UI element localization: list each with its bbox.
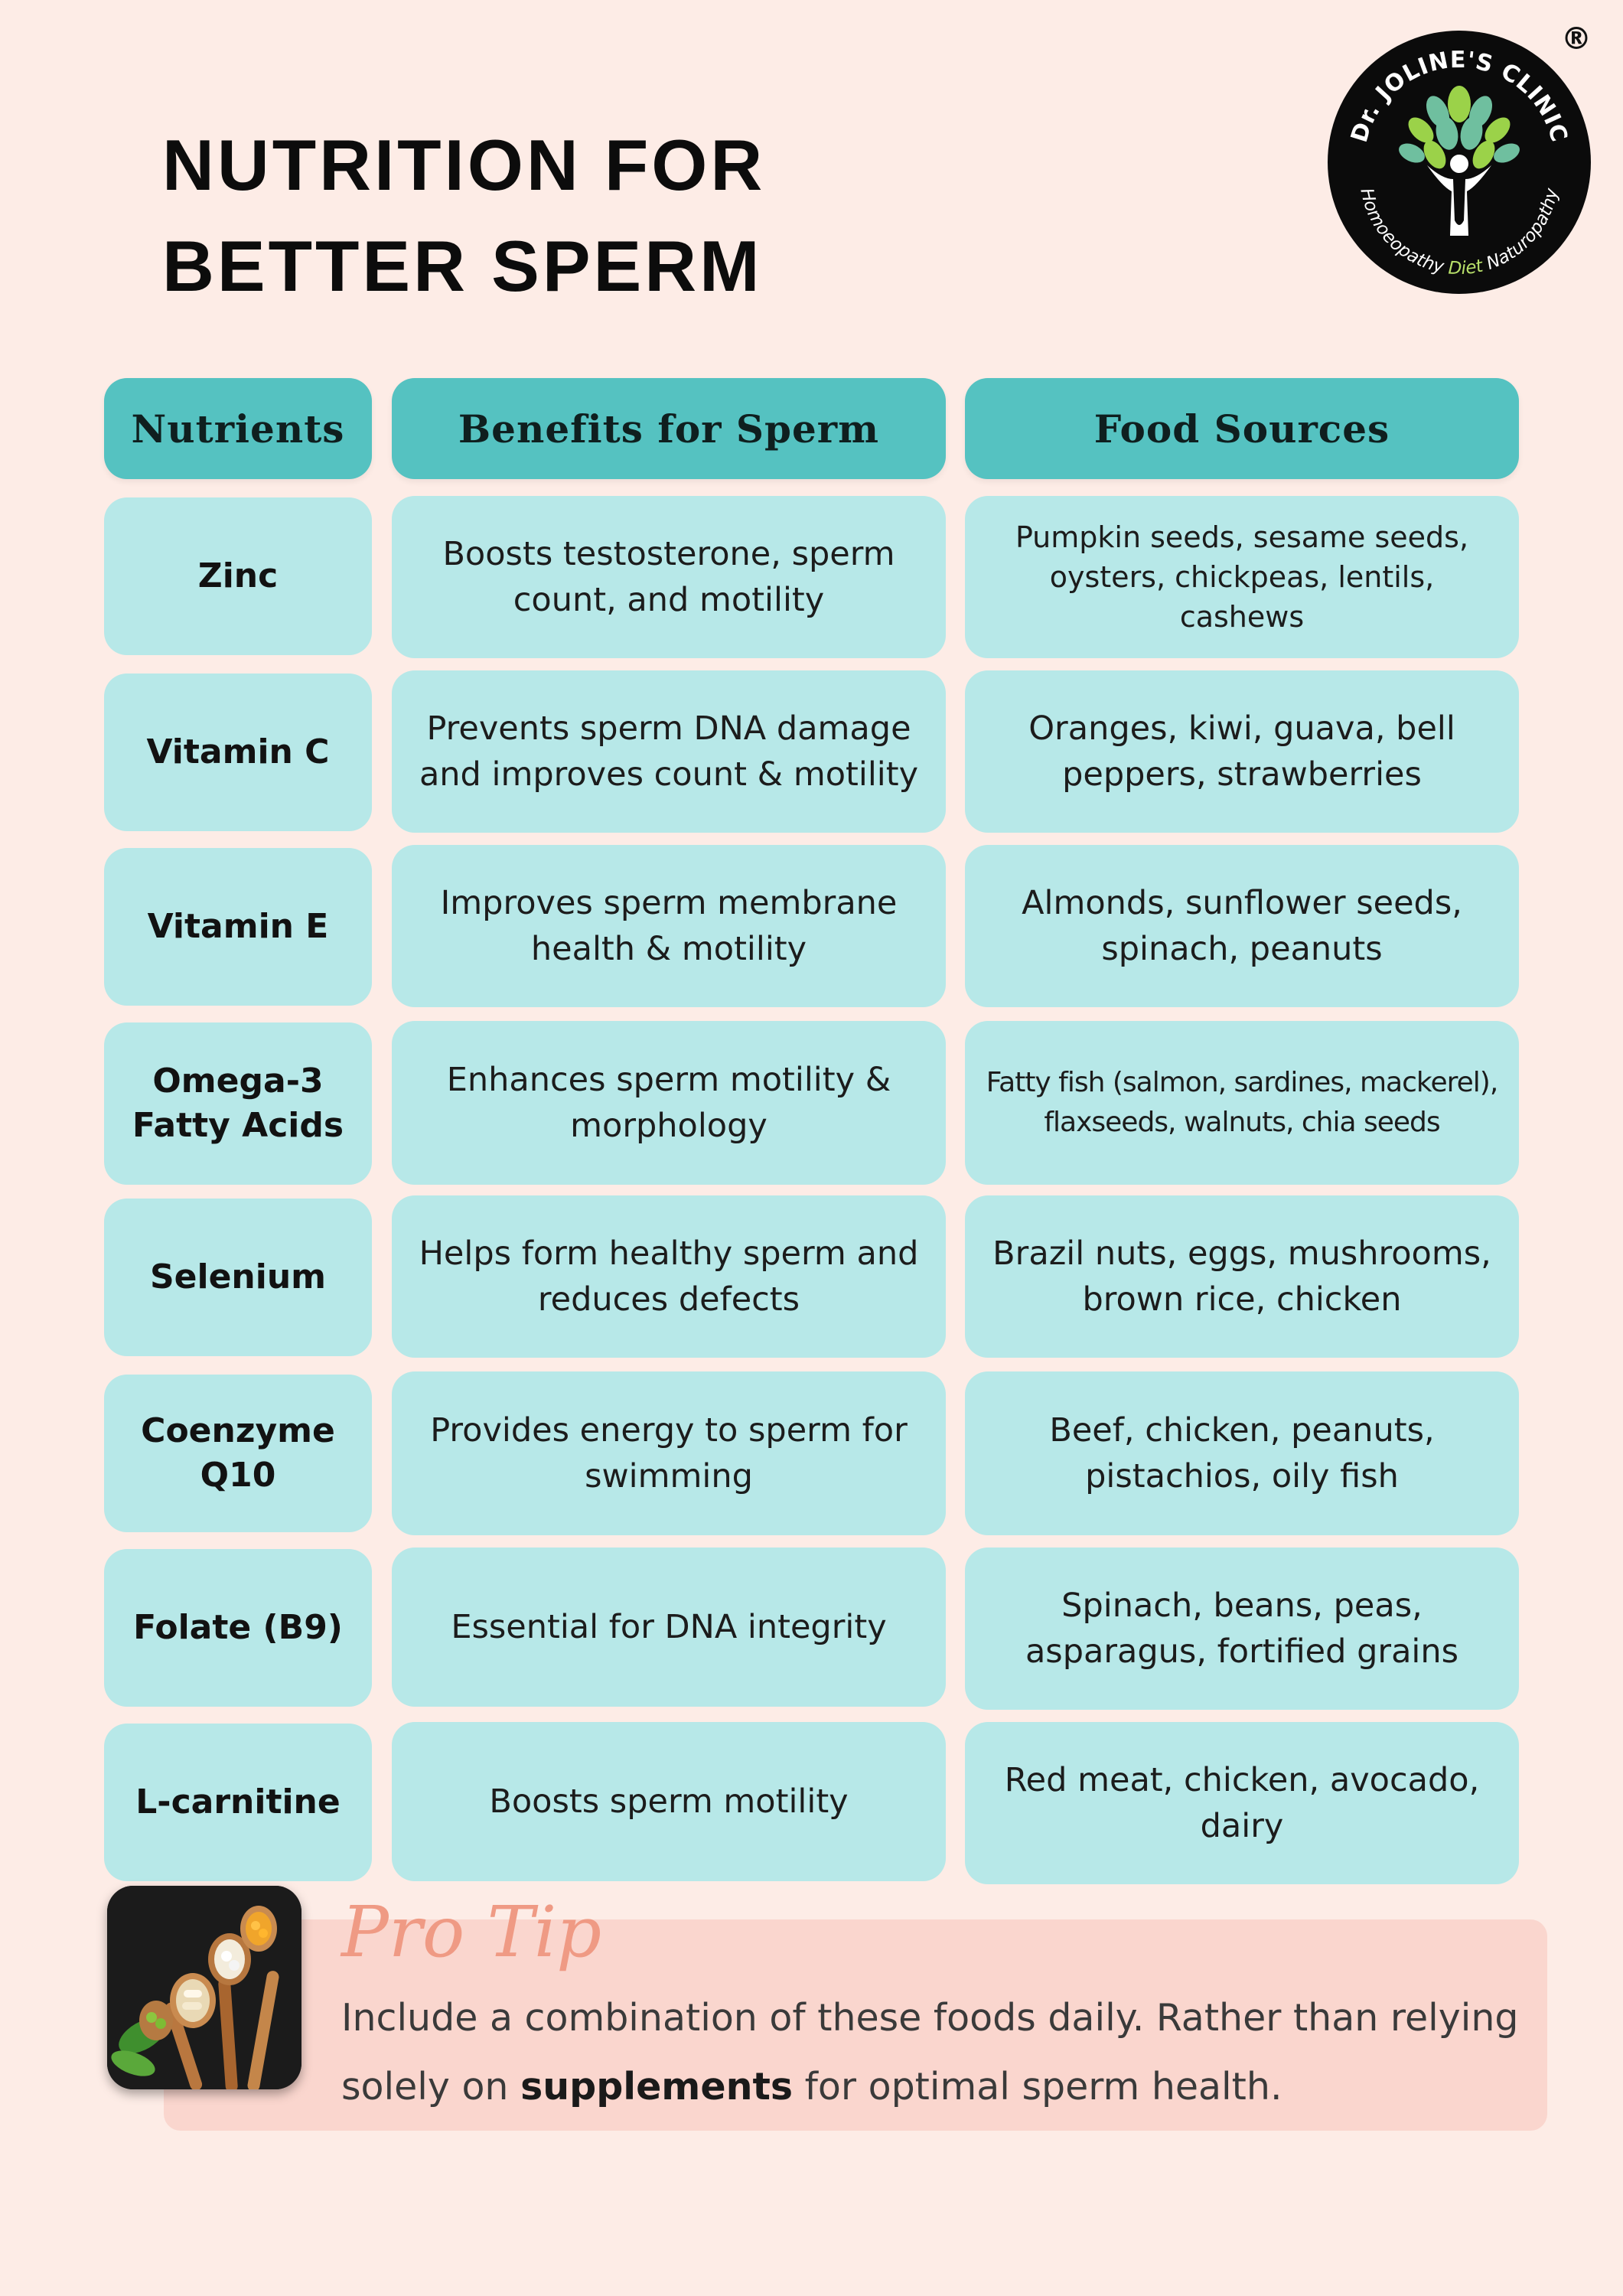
pro-tip-text-bold: supplements xyxy=(520,2065,794,2108)
header-benefits: Benefits for Sperm xyxy=(392,378,946,479)
header-nutrients: Nutrients xyxy=(104,378,372,479)
sources-cell-folate: Spinach, beans, peas, asparagus, fortified grains xyxy=(965,1548,1519,1710)
sources-cell-coenzyme-q10: Beef, chicken, peanuts, pistachios, oily fish xyxy=(965,1371,1519,1535)
benefit-cell-coenzyme-q10: Provides energy to sperm for swimming xyxy=(392,1371,946,1535)
sources-cell-vitamin-c: Oranges, kiwi, guava, bell peppers, strawberries xyxy=(965,670,1519,833)
benefit-cell-l-carnitine: Boosts sperm motility xyxy=(392,1722,946,1881)
header-food-sources: Food Sources xyxy=(965,378,1519,479)
logo-name-text: Dr. JOLINE'S CLINIC xyxy=(1345,46,1573,146)
page-title xyxy=(162,115,765,317)
clinic-logo xyxy=(1326,29,1592,295)
nutrient-cell-folate: Folate (B9) xyxy=(104,1549,372,1707)
sources-cell-vitamin-e: Almonds, sunflower seeds, spinach, peanuts xyxy=(965,845,1519,1007)
nutrient-cell-vitamin-e: Vitamin E xyxy=(104,848,372,1006)
nutrient-cell-omega-3: Omega-3 Fatty Acids xyxy=(104,1022,372,1185)
sources-cell-omega-3: Fatty fish (salmon, sardines, mackerel), flaxseeds, walnuts, chia seeds xyxy=(965,1021,1519,1185)
registered-mark: ® xyxy=(1561,21,1592,57)
logo-tagline-left: Homoeopathy xyxy=(1356,186,1446,278)
benefit-cell-selenium: Helps form healthy sperm and reduces defects xyxy=(392,1195,946,1358)
benefit-cell-omega-3: Enhances sperm motility & morphology xyxy=(392,1021,946,1185)
benefit-cell-vitamin-c: Prevents sperm DNA damage and improves count & motility xyxy=(392,670,946,833)
sources-cell-l-carnitine: Red meat, chicken, avocado, dairy xyxy=(965,1722,1519,1884)
logo-tagline-right: Naturopathy xyxy=(1483,186,1563,274)
nutrient-cell-l-carnitine: L-carnitine xyxy=(104,1724,372,1881)
nutrient-cell-zinc: Zinc xyxy=(104,497,372,655)
pro-tip-text-end: for optimal sperm health. xyxy=(793,2065,1282,2108)
pro-tip-title: Pro Tip xyxy=(341,1891,602,1973)
pro-tip-text-start: Include a combination of these foods daily. Rather than relying solely on xyxy=(341,1996,1519,2108)
spoons-icon xyxy=(107,1886,301,2089)
logo-tagline-mid: Diet xyxy=(1447,256,1485,279)
benefit-cell-zinc: Boosts testosterone, sperm count, and motility xyxy=(392,496,946,658)
supplements-spoons-image xyxy=(107,1886,301,2089)
title-line-1: NUTRITION FOR xyxy=(162,125,766,205)
clinic-logo-graphic xyxy=(1326,29,1592,295)
sources-cell-selenium: Brazil nuts, eggs, mushrooms, brown rice, chicken xyxy=(965,1195,1519,1358)
nutrient-cell-coenzyme-q10: Coenzyme Q10 xyxy=(104,1375,372,1532)
sources-cell-zinc: Pumpkin seeds, sesame seeds, oysters, chickpeas, lentils, cashews xyxy=(965,496,1519,658)
nutrient-cell-selenium: Selenium xyxy=(104,1199,372,1356)
title-line-2: BETTER SPERM xyxy=(162,226,763,306)
nutrient-cell-vitamin-c: Vitamin C xyxy=(104,673,372,831)
benefit-cell-vitamin-e: Improves sperm membrane health & motility xyxy=(392,845,946,1007)
pro-tip-text xyxy=(341,1984,1520,2122)
benefit-cell-folate: Essential for DNA integrity xyxy=(392,1548,946,1707)
